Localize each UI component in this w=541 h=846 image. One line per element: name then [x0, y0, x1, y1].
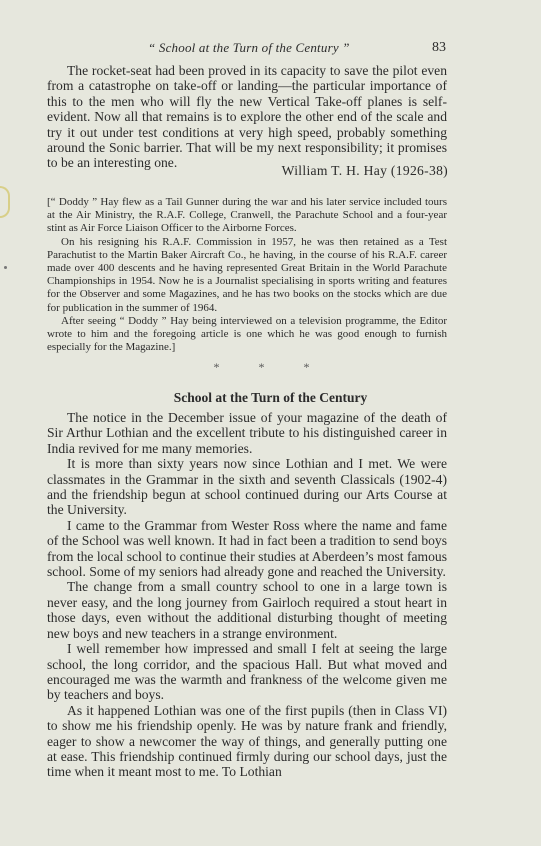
body-paragraph: The notice in the December issue of your magazine of the death of Sir Arthur Lothian and the excellent tribute to his distinguished career in India revived for me many memories. — [47, 410, 447, 456]
running-title: “ School at the Turn of the Century ” — [148, 40, 350, 55]
author-signature: William T. H. Hay (1926-38) — [281, 163, 448, 178]
editor-note-paragraph: On his resigning his R.A.F. Commission in 1957, he was then retained as a Test Parachutist to the Martin Baker Aircraft Co., he having, in the course of his R.A.F. career made over 400 descents and he having represented Great Britain in the World Parachute Championships in 1954. Now he is a Journalist specialising in sports writing and features for the Observer and some Magazines, and he has two books on the stocks which are due for publication in the summer of 1964. — [47, 235, 447, 314]
body-paragraph: The change from a small country school to one in a large town is never easy, and the long journey from Gairloch required a stout heart in those days, even without the additional disturbing thought of meeting new boys and new teachers in a strange environment. — [47, 579, 447, 641]
body-paragraph: As it happened Lothian was one of the first pupils (then in Class VI) to show me his friendship openly. He was by nature frank and friendly, eager to show a newcomer the way of things, and generally putting one at ease. This friendship continued firmly during our school days, just the time when it meant most to me. To Lothian — [47, 702, 447, 780]
section-heading: School at the Turn of the Century — [173, 390, 368, 405]
body-paragraph: I came to the Grammar from Wester Ross where the name and fame of the School was well known. It had in fact been a tradition to send boys from the local school to continue their studies at Aberdeen’s most famous school. Some of my seniors had already gone and reached the University. — [47, 517, 447, 580]
editor-note-paragraph: [“ Doddy ” Hay flew as a Tail Gunner during the war and his later service included tours at the Air Ministry, the R.A.F. College, Cranwell, the Parachute School and a four-year stint as Air Force Liaison Officer to the Airborne Forces. — [47, 196, 447, 235]
margin-dot-mark — [4, 266, 7, 269]
article-ending-paragraph: The rocket-seat had been proved in its capacity to save the pilot even from a catastrophe on take-off or landing—the particular importance of this to the men who will fly the new Vertical Take-off planes is self-evident. Now all that remains is to explore the other end of the scale and try it out under test conditions at very high speed, probably something around the Sonic barrier. That will be my next responsibility; it promises to be an interesting one. — [47, 63, 447, 171]
running-head — [0, 40, 541, 60]
editor-note-paragraph: After seeing “ Doddy ” Hay being interviewed on a television programme, the Editor wrote to him and the foregoing article is one which he was good enough to furnish especially for the Magazine.] — [47, 314, 447, 354]
body-paragraph: I well remember how impressed and small I felt at seeing the large school, the long corridor, and the spacious Hall. But what moved and encouraged me was the warmth and frankness of the welcome given me by teachers and boys. — [47, 641, 447, 703]
section-separator: * * * — [213, 360, 328, 374]
margin-bracket-mark — [0, 186, 10, 218]
body-paragraph: It is more than sixty years now since Lothian and I met. We were classmates in the Grammar in the sixth and seventh Classicals (1902-4) and the friendship begun at school continued during our Arts Course at the University. — [47, 456, 447, 518]
page-number: 83 — [432, 40, 446, 55]
editor-note — [47, 196, 447, 354]
article-ending — [47, 63, 447, 171]
section-body — [47, 410, 447, 780]
